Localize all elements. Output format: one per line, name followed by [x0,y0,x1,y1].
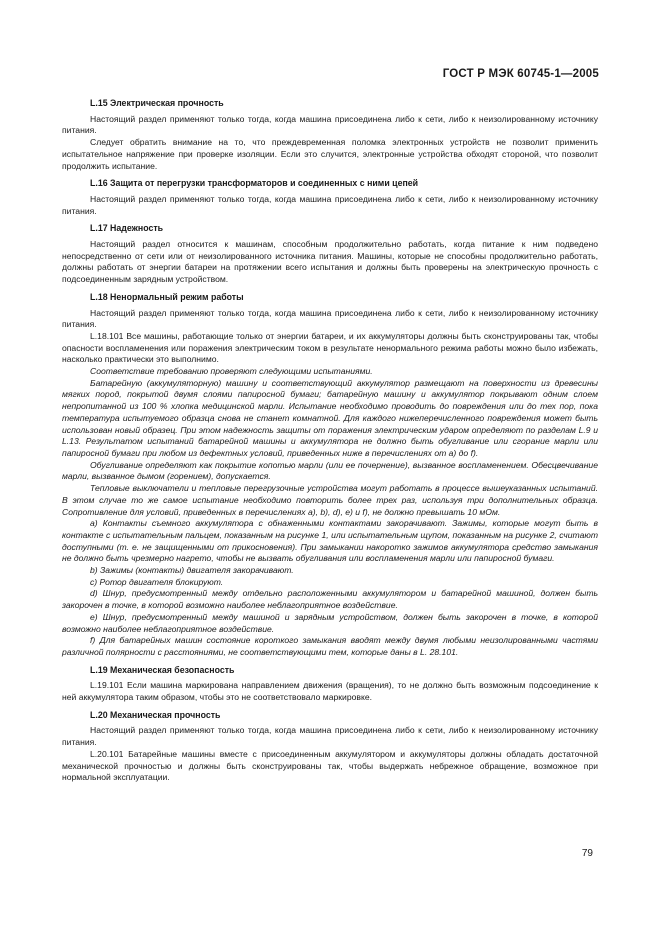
section-heading-l15: L.15 Электрическая прочность [90,98,224,108]
paragraph: L.19.101 Если машина маркирована направлением движения (вращения), то не должно быть возможным подсоединение к ней аккумулятора таким образом, чтобы это не соответствовало маркировке. [62,680,598,703]
section-heading-l18: L.18 Ненормальный режим работы [90,291,244,302]
list-item-d: d) Шнур, предусмотренный между отдельно расположенными аккумулятором и батарейной машиной, должен быть закорочен в точке, в которой возможно наиболее неблагоприятное воздействие. [62,588,598,611]
list-item-b: b) Зажимы (контакты) двигателя закорачивают. [90,565,294,576]
section-heading-l16: L.16 Защита от перегрузки трансформаторов и соединенных с ними цепей [90,178,419,189]
section-heading-l17: L.17 Надежность [90,223,164,234]
paragraph: L.18.101 Все машины, работающие только от энергии батареи, и их аккумуляторы должны быть сконструированы так, чтобы опасности воспламенения или поражения электрическим током в результате ненормального режима работы можно было избежать, насколько практически это выполнимо. [62,330,598,365]
paragraph: Тепловые выключатели и тепловые перегрузочные устройства могут работать в процессе вышеуказанных испытаний. В этом случае то же самое испытание необходимо повторить более трех раз, используя три дополнительных образца. Сопротивление для условий, приведенных в перечислениях а), b), d), е) и f), не должно превышать 10 мОм. [62,483,598,517]
paragraph: Батарейную (аккумуляторную) машину и соответствующий аккумулятор размещают на поверхности из древесины мягких пород, покрытой двумя слоями папиросной бумаги; батарейную машину и аккумулятор покрывают одним слоем непропитанной из 100 % хлопка медицинской марли. Испытание необходимо проводить до повреждения или до тех пор, пока температура испытуемого образца снова не станет комнатной. Для каждого нижеперечисленного повреждения может быть использован новый образец. При этом надежность защиты от поражения электрическим ударом определяют по разделам L.9 и L.13. Результатом испытаний батарейной машины и аккумулятора не должно быть обугливание или сгорание марли или папиросной бумаги при любом из дефектных условий, приведенных ниже в перечислениях от а) до f). [62,377,598,458]
paragraph: Соответствие требованию проверяют следующими испытаниями. [90,366,373,377]
paragraph: Настоящий раздел применяют только тогда, когда машина присоединена либо к сети, либо к неизолированному источнику питания. [62,307,598,330]
paragraph: Настоящий раздел применяют только тогда, когда машина присоединена либо к сети, либо к неизолированному источнику питания. [62,193,598,216]
section-heading-l19: L.19 Механическая безопасность [90,664,235,675]
paragraph: Следует обратить внимание на то, что преждевременная поломка электронных устройств не позволит применить испытательное напряжение при проверке изоляции. Если это случится, электронные устройства обходят стороной, что позволит продолжить испытание. [62,137,598,171]
list-item-e: е) Шнур, предусмотренный между машиной и зарядным устройством, должен быть закорочен в точке, в которой возможно наиболее неблагоприятное воздействие. [62,611,598,634]
document-body [62,98,598,784]
paragraph: Настоящий раздел относится к машинам, способным продолжительно работать, когда питание к ним подведено непосредственно от сети или от неизолированного источника питания. Машины, которые не способны продолжительно работать, должны работать от энергии батареи на протяжении всего испытания и должны быть проверены на электрическую прочность с подсоединенным зарядным устройством. [62,239,598,285]
page-number: 79 [581,848,593,859]
list-item-f: f) Для батарейных машин состояние короткого замыкания вводят между двумя любыми неизолированными частями различной полярности с расстояниями, не соответствующими тем, которые даны в L. 28.101. [62,635,598,657]
paragraph: L.20.101 Батарейные машины вместе с присоединенным аккумулятором и аккумуляторы должны обладать достаточной механической прочностью и должны быть сконструированы так, чтобы выдержать небрежное обращение, возможное при нормальной эксплуатации. [62,748,598,783]
paragraph: Настоящий раздел применяют только тогда, когда машина присоединена либо к сети, либо к неизолированному источнику питания. [62,113,598,136]
list-item-c: с) Ротор двигателя блокируют. [90,576,224,587]
paragraph: Настоящий раздел применяют только тогда, когда машина присоединена либо к сети, либо к неизолированному источнику питания. [62,725,598,748]
document-header: ГОСТ Р МЭК 60745-1—2005 [442,68,599,80]
paragraph: Обугливание определяют как покрытие копотью марли (или ее почернение), вызванное воспламенением. Обесцвечивание марли, вызванное дымом (горением), допускается. [62,459,598,482]
list-item-a: а) Контакты съемного аккумулятора с обнаженными контактами закорачивают. Зажимы, которые могут быть в контакте с испытательным пальцем, показанным на рисунке 1, или испытательным щупом, показанным на рисунке 2, считают доступными (т. е. не защищенными от прикосновения). При замыкании накоротко зажимов аккумулятора средство замыкания не должно быть чрезмерно нагрето, чтобы не вызвать обугливания или воспламенения марли или папиросной бумаги. [62,518,598,564]
section-heading-l20: L.20 Механическая прочность [90,709,221,720]
